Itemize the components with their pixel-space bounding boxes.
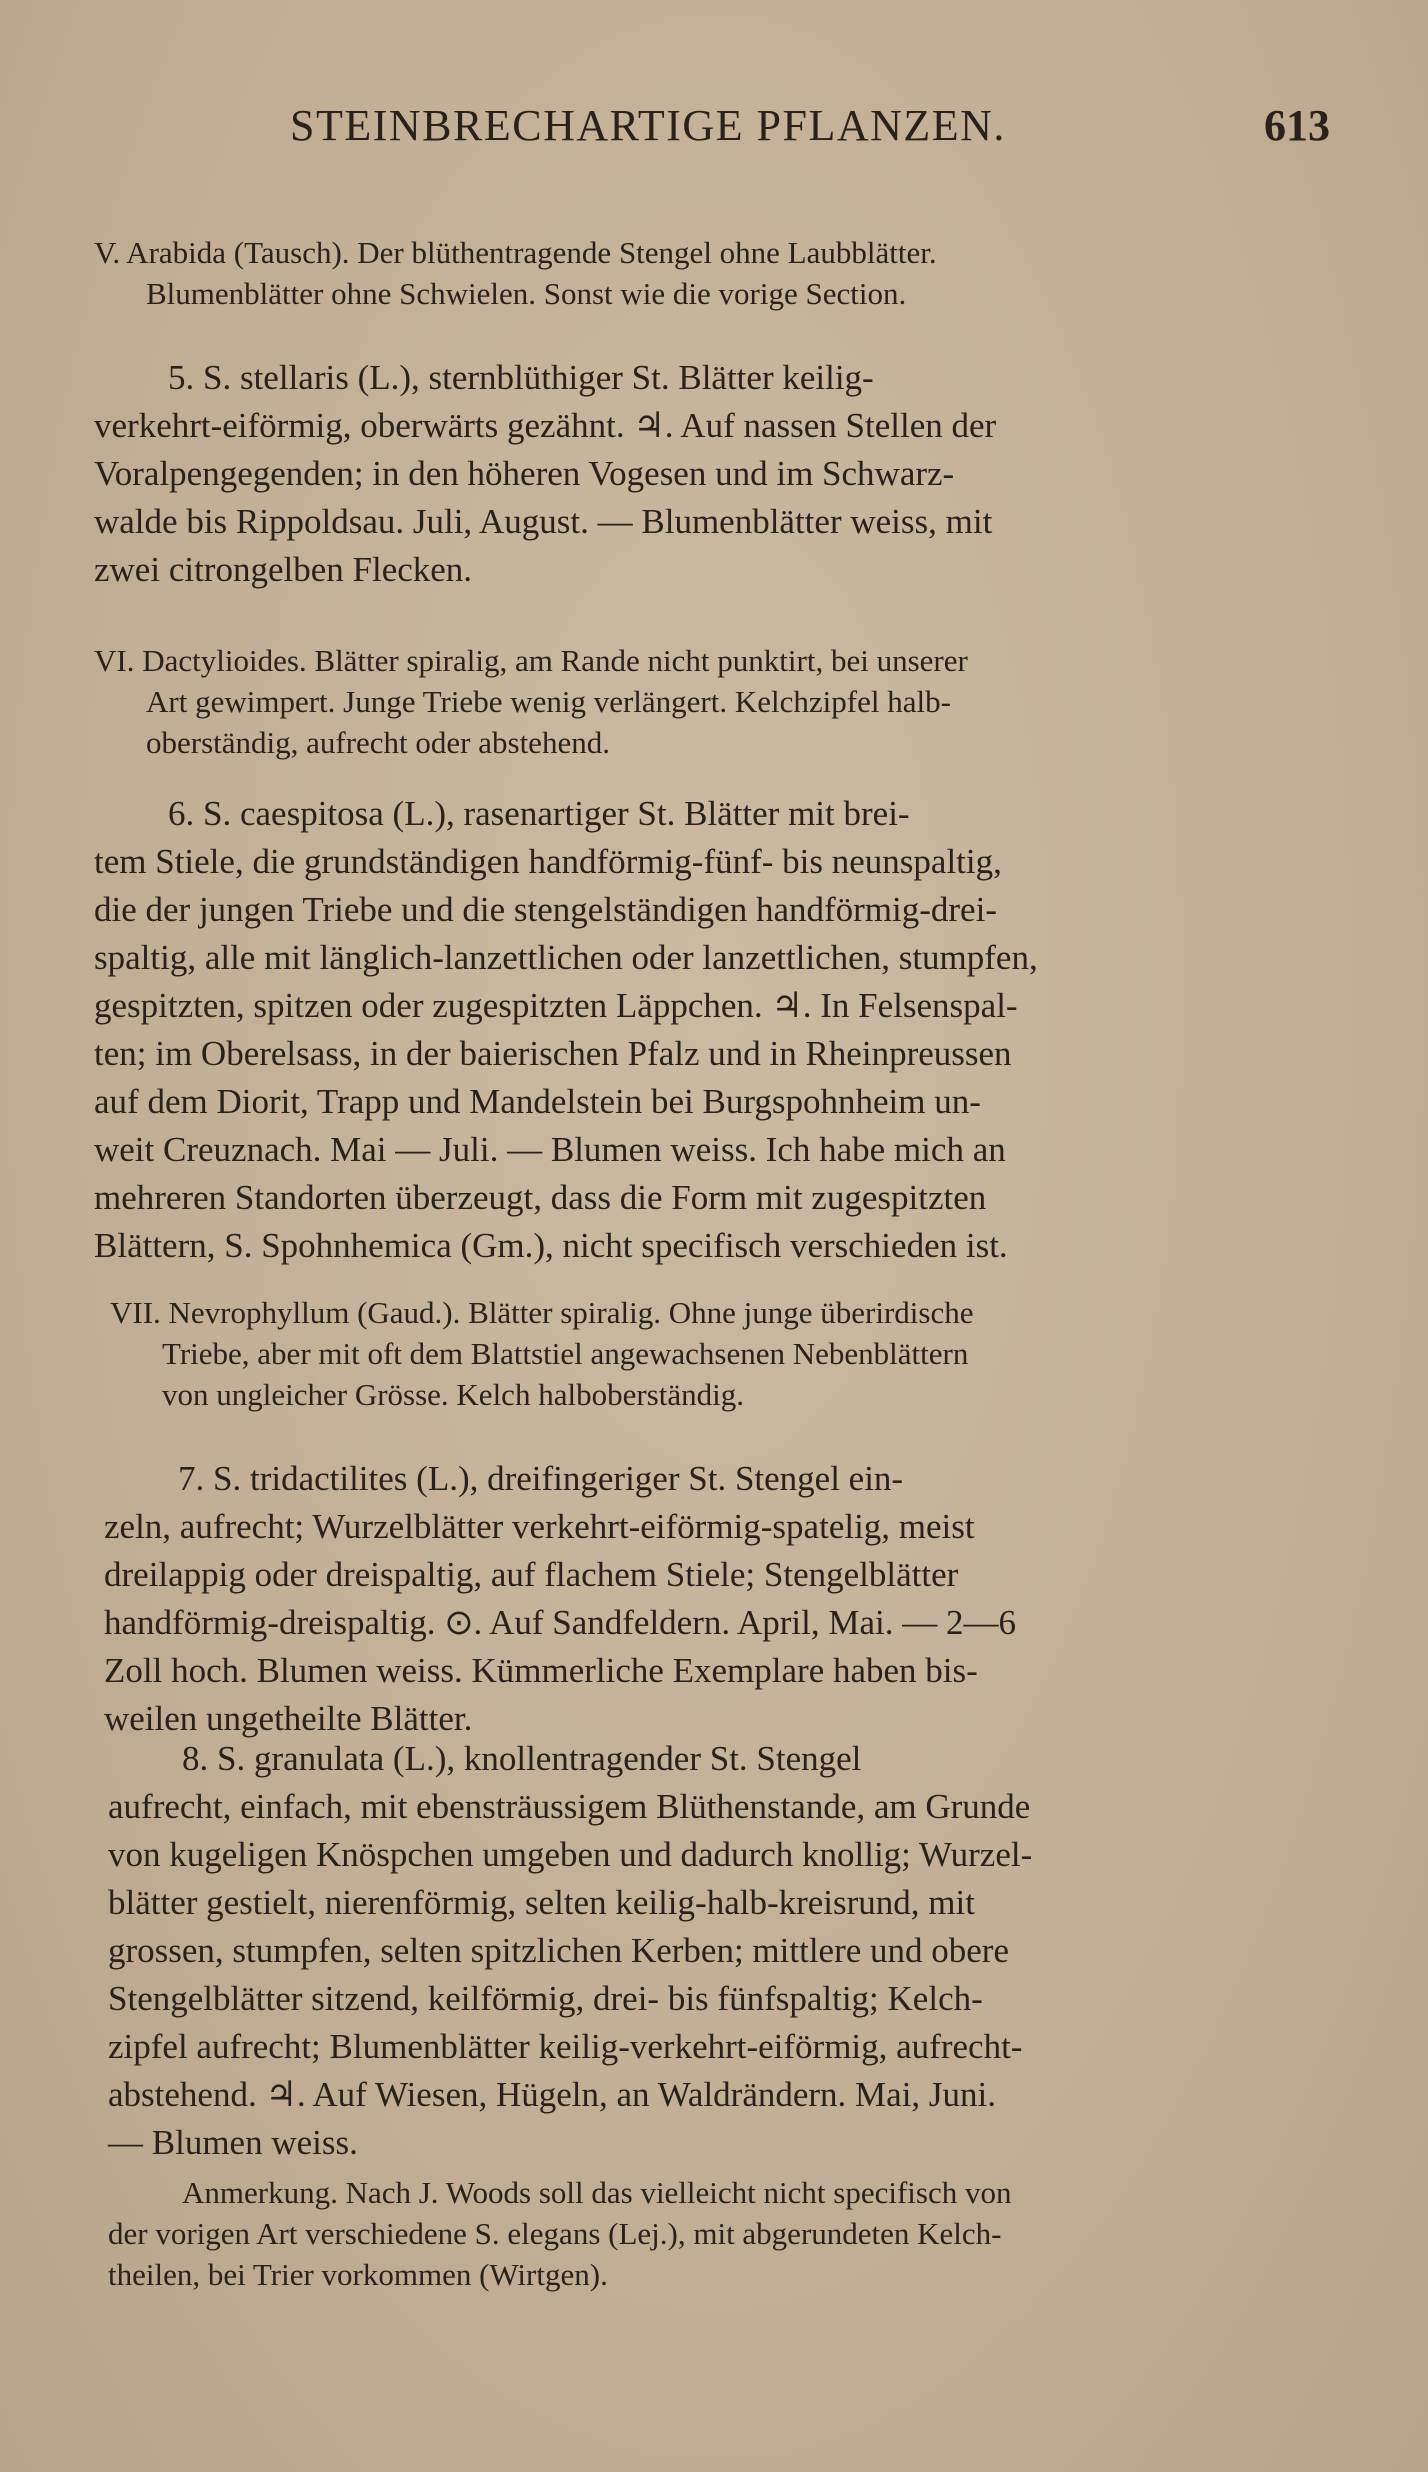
text-line: von kugeligen Knöspchen umgeben und dadurch knollig; Wurzel-	[108, 1835, 1033, 1874]
text-line: zeln, aufrecht; Wurzelblätter verkehrt-eiförmig-spatelig, meist	[104, 1507, 975, 1546]
text-line: grossen, stumpfen, selten spitzlichen Kerben; mittlere und obere	[108, 1931, 1009, 1970]
text-line: Zoll hoch. Blumen weiss. Kümmerliche Exemplare haben bis-	[104, 1651, 978, 1690]
text-line: mehreren Standorten überzeugt, dass die Form mit zugespitzten	[94, 1178, 987, 1217]
text-line: der vorigen Art verschiedene S. elegans (Lej.), mit abgerundeten Kelch-	[108, 2216, 1002, 2251]
text-line: theilen, bei Trier vorkommen (Wirtgen).	[108, 2257, 608, 2292]
text-line: weilen ungetheilte Blätter.	[104, 1699, 473, 1738]
text-line: spaltig, alle mit länglich-lanzettlichen oder lanzettlichen, stumpfen,	[94, 938, 1038, 977]
text-line: auf dem Diorit, Trapp und Mandelstein bei Burgspohnheim un-	[94, 1082, 981, 1121]
text-line: 7. S. tridactilites (L.), dreifingeriger St. Stengel ein-	[178, 1459, 904, 1498]
species-5	[94, 354, 996, 594]
text-line: — Blumen weiss.	[108, 2123, 358, 2162]
section-v	[94, 232, 937, 314]
text-line: 6. S. caespitosa (L.), rasenartiger St. Blätter mit brei-	[168, 794, 910, 833]
text-line: oberständig, aufrecht oder abstehend.	[146, 725, 610, 760]
text-line: zwei citrongelben Flecken.	[94, 550, 473, 589]
text-line: walde bis Rippoldsau. Juli, August. — Blumenblätter weiss, mit	[94, 502, 993, 541]
text-line: dreilappig oder dreispaltig, auf flachem Stiele; Stengelblätter	[104, 1555, 959, 1594]
text-line: handförmig-dreispaltig. ⊙. Auf Sandfeldern. April, Mai. — 2—6	[104, 1603, 1016, 1642]
text-line: VI. Dactylioides. Blätter spiralig, am Rande nicht punktirt, bei unserer	[94, 643, 968, 678]
page-number: 613	[1264, 101, 1330, 150]
text-line: weit Creuznach. Mai — Juli. — Blumen weiss. Ich habe mich an	[94, 1130, 1006, 1169]
annotation-note	[108, 2172, 1011, 2295]
text-line: Art gewimpert. Junge Triebe wenig verlängert. Kelchzipfel halb-	[146, 684, 951, 719]
text-line: tem Stiele, die grundständigen handförmig-fünf- bis neunspaltig,	[94, 842, 1002, 881]
text-line: die der jungen Triebe und die stengelständigen handförmig-drei-	[94, 890, 997, 929]
text-line: abstehend. ♃. Auf Wiesen, Hügeln, an Waldrändern. Mai, Juni.	[108, 2075, 997, 2114]
text-line: Anmerkung. Nach J. Woods soll das vielleicht nicht specifisch von	[182, 2175, 1012, 2210]
text-line: V. Arabida (Tausch). Der blüthentragende Stengel ohne Laubblätter.	[94, 235, 937, 270]
species-7	[104, 1455, 1016, 1743]
text-line: zipfel aufrecht; Blumenblätter keilig-verkehrt-eiförmig, aufrecht-	[108, 2027, 1023, 2066]
species-6	[94, 790, 1038, 1270]
text-line: blätter gestielt, nierenförmig, selten keilig-halb-kreisrund, mit	[108, 1883, 975, 1922]
text-line: Voralpengegenden; in den höheren Vogesen und im Schwarz-	[94, 454, 955, 493]
species-8	[108, 1735, 1032, 2167]
running-title: STEINBRECHARTIGE PFLANZEN.	[290, 101, 1006, 150]
text-line: 8. S. granulata (L.), knollentragender St. Stengel	[182, 1739, 862, 1778]
text-line: gespitzten, spitzen oder zugespitzten Läppchen. ♃. In Felsenspal-	[94, 986, 1018, 1025]
text-line: Stengelblätter sitzend, keilförmig, drei- bis fünfspaltig; Kelch-	[108, 1979, 983, 2018]
text-line: Blättern, S. Spohnhemica (Gm.), nicht specifisch verschieden ist.	[94, 1226, 1008, 1265]
text-line: 5. S. stellaris (L.), sternblüthiger St. Blätter keilig-	[168, 358, 874, 397]
text-line: Blumenblätter ohne Schwielen. Sonst wie die vorige Section.	[146, 276, 907, 311]
text-line: ten; im Oberelsass, in der baierischen Pfalz und in Rheinpreussen	[94, 1034, 1012, 1073]
page-header	[290, 100, 1330, 170]
section-vi	[94, 640, 968, 763]
section-vii	[110, 1292, 973, 1415]
text-line: verkehrt-eiförmig, oberwärts gezähnt. ♃. Auf nassen Stellen der	[94, 406, 997, 445]
text-line: aufrecht, einfach, mit ebensträussigem Blüthenstande, am Grunde	[108, 1787, 1031, 1826]
text-line: Triebe, aber mit oft dem Blattstiel angewachsenen Nebenblättern	[162, 1336, 969, 1371]
text-line: von ungleicher Grösse. Kelch halboberständig.	[162, 1377, 744, 1412]
text-line: VII. Nevrophyllum (Gaud.). Blätter spiralig. Ohne junge überirdische	[110, 1295, 974, 1330]
